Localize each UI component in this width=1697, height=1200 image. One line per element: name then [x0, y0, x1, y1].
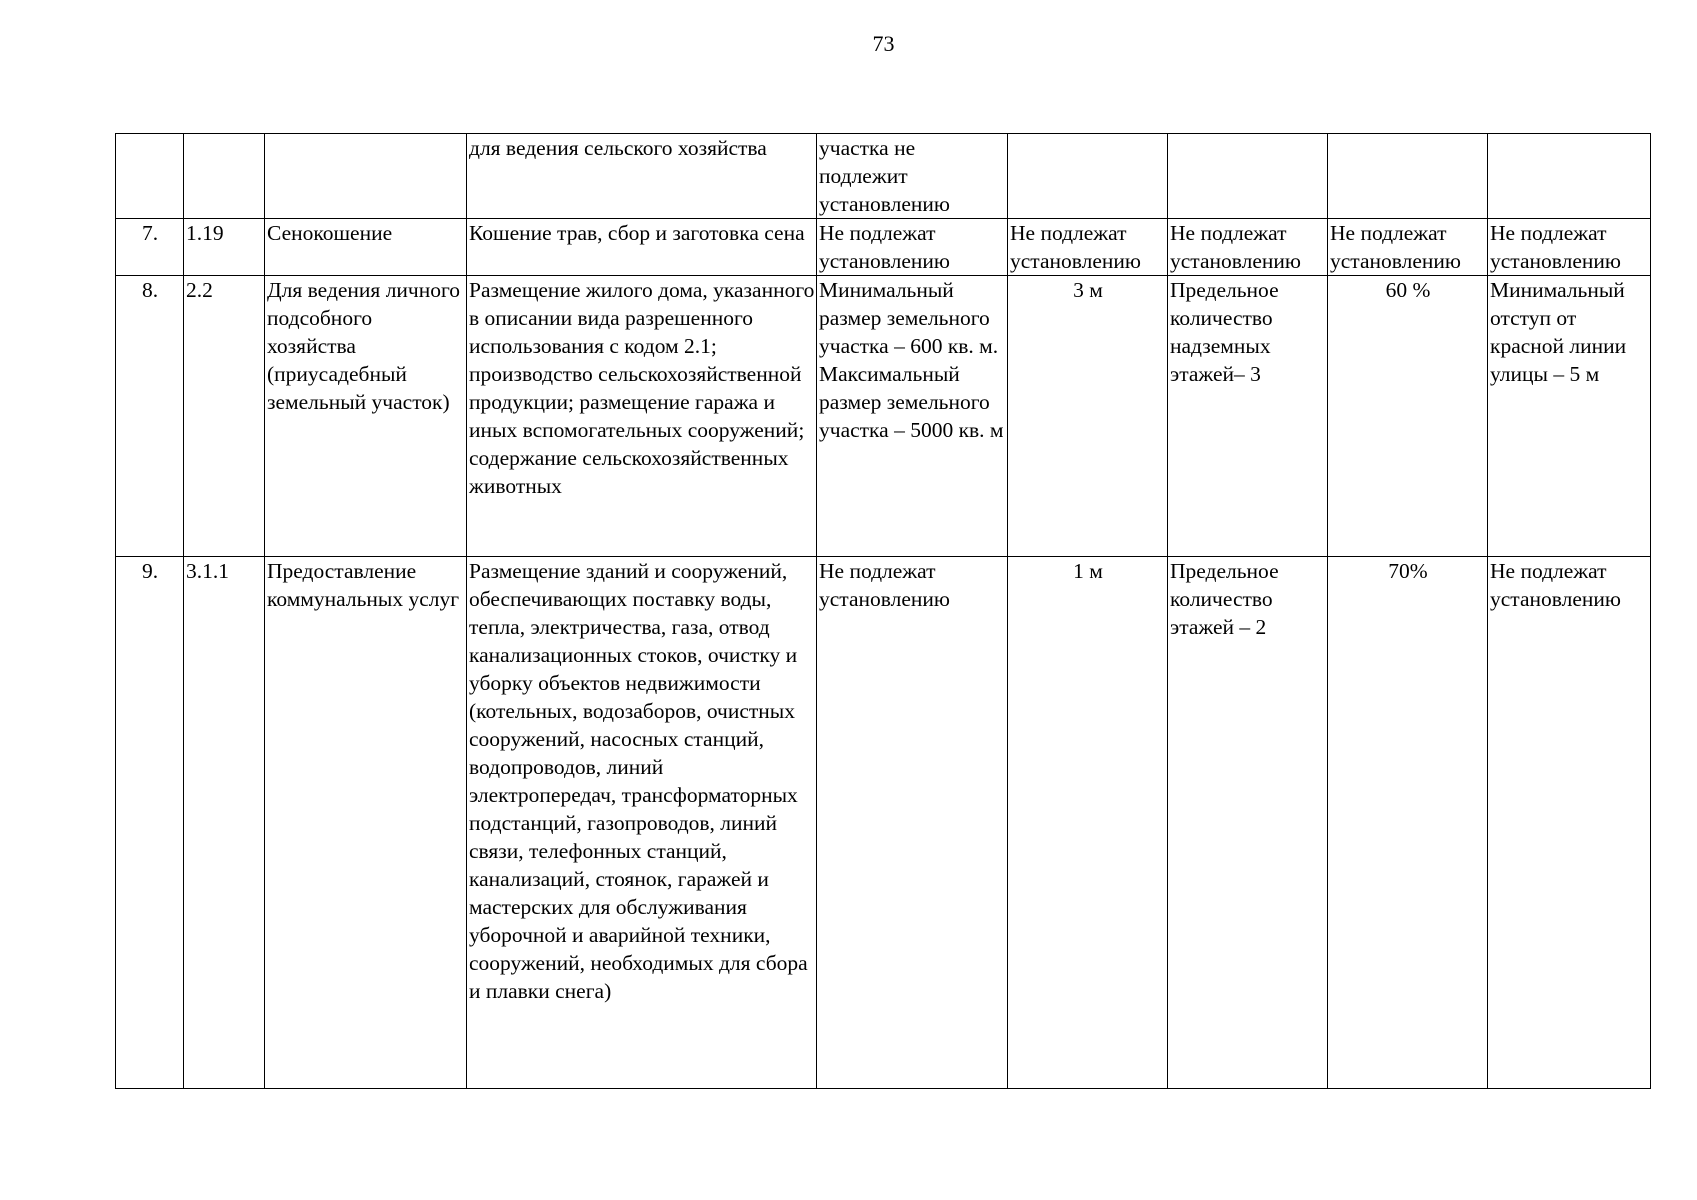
row-number-cell: 7.: [116, 219, 184, 276]
description-cell: Кошение трав, сбор и заготовка сена: [467, 219, 817, 276]
floors-cell: Предельное количество этажей – 2: [1168, 557, 1328, 1089]
land-use-regulations-table: [115, 133, 1651, 1089]
row-number-cell: 9.: [116, 557, 184, 1089]
setback-cell: [1008, 134, 1168, 219]
floors-cell: Предельное количество надземных этажей– 3: [1168, 276, 1328, 557]
code-cell: 3.1.1: [184, 557, 265, 1089]
table-row: [116, 134, 1651, 219]
other-params-cell: Не подлежат установлению: [1488, 219, 1651, 276]
use-name-cell: Предоставление коммунальных услуг: [265, 557, 467, 1089]
setback-cell: Не подлежат установлению: [1008, 219, 1168, 276]
code-cell: [184, 134, 265, 219]
other-params-cell: Не подлежат установлению: [1488, 557, 1651, 1089]
table-row: [116, 557, 1651, 1089]
floors-cell: [1168, 134, 1328, 219]
coverage-cell: [1328, 134, 1488, 219]
table-row: [116, 219, 1651, 276]
plot-size-cell: Минимальный размер земельного участка – 600 кв. м. Максимальный размер земельного участка – 5000 кв. м: [817, 276, 1008, 557]
setback-cell: 1 м: [1008, 557, 1168, 1089]
use-name-cell: Сенокошение: [265, 219, 467, 276]
coverage-cell: 70%: [1328, 557, 1488, 1089]
page-number: 73: [872, 31, 895, 56]
coverage-cell: Не подлежат установлению: [1328, 219, 1488, 276]
plot-size-cell: Не подлежат установлению: [817, 557, 1008, 1089]
use-name-cell: [265, 134, 467, 219]
row-number-cell: [116, 134, 184, 219]
other-params-cell: [1488, 134, 1651, 219]
description-cell: Размещение жилого дома, указанного в описании вида разрешенного использования с кодом 2.1; производство сельскохозяйственной продукции; размещение гаража и иных вспомогательных сооружений; содержание сельскохозяйственных животных: [467, 276, 817, 557]
coverage-cell: 60 %: [1328, 276, 1488, 557]
plot-size-cell: участка не подлежит установлению: [817, 134, 1008, 219]
code-cell: 1.19: [184, 219, 265, 276]
description-cell: Размещение зданий и сооружений, обеспечивающих поставку воды, тепла, электричества, газа, отвод канализационных стоков, очистку и уборку объектов недвижимости (котельных, водозаборов, очистных сооружений, насосных станций, водопроводов, линий электропередач, трансформаторных подстанций, газопроводов, линий связи, телефонных станций, канализаций, стоянок, гаражей и мастерских для обслуживания уборочной и аварийной техники, сооружений, необходимых для сбора и плавки снега): [467, 557, 817, 1089]
table-row: [116, 276, 1651, 557]
code-cell: 2.2: [184, 276, 265, 557]
description-cell: для ведения сельского хозяйства: [467, 134, 817, 219]
setback-cell: 3 м: [1008, 276, 1168, 557]
plot-size-cell: Не подлежат установлению: [817, 219, 1008, 276]
other-params-cell: Минимальный отступ от красной линии улицы – 5 м: [1488, 276, 1651, 557]
use-name-cell: Для ведения личного подсобного хозяйства (приусадебный земельный участок): [265, 276, 467, 557]
floors-cell: Не подлежат установлению: [1168, 219, 1328, 276]
row-number-cell: 8.: [116, 276, 184, 557]
